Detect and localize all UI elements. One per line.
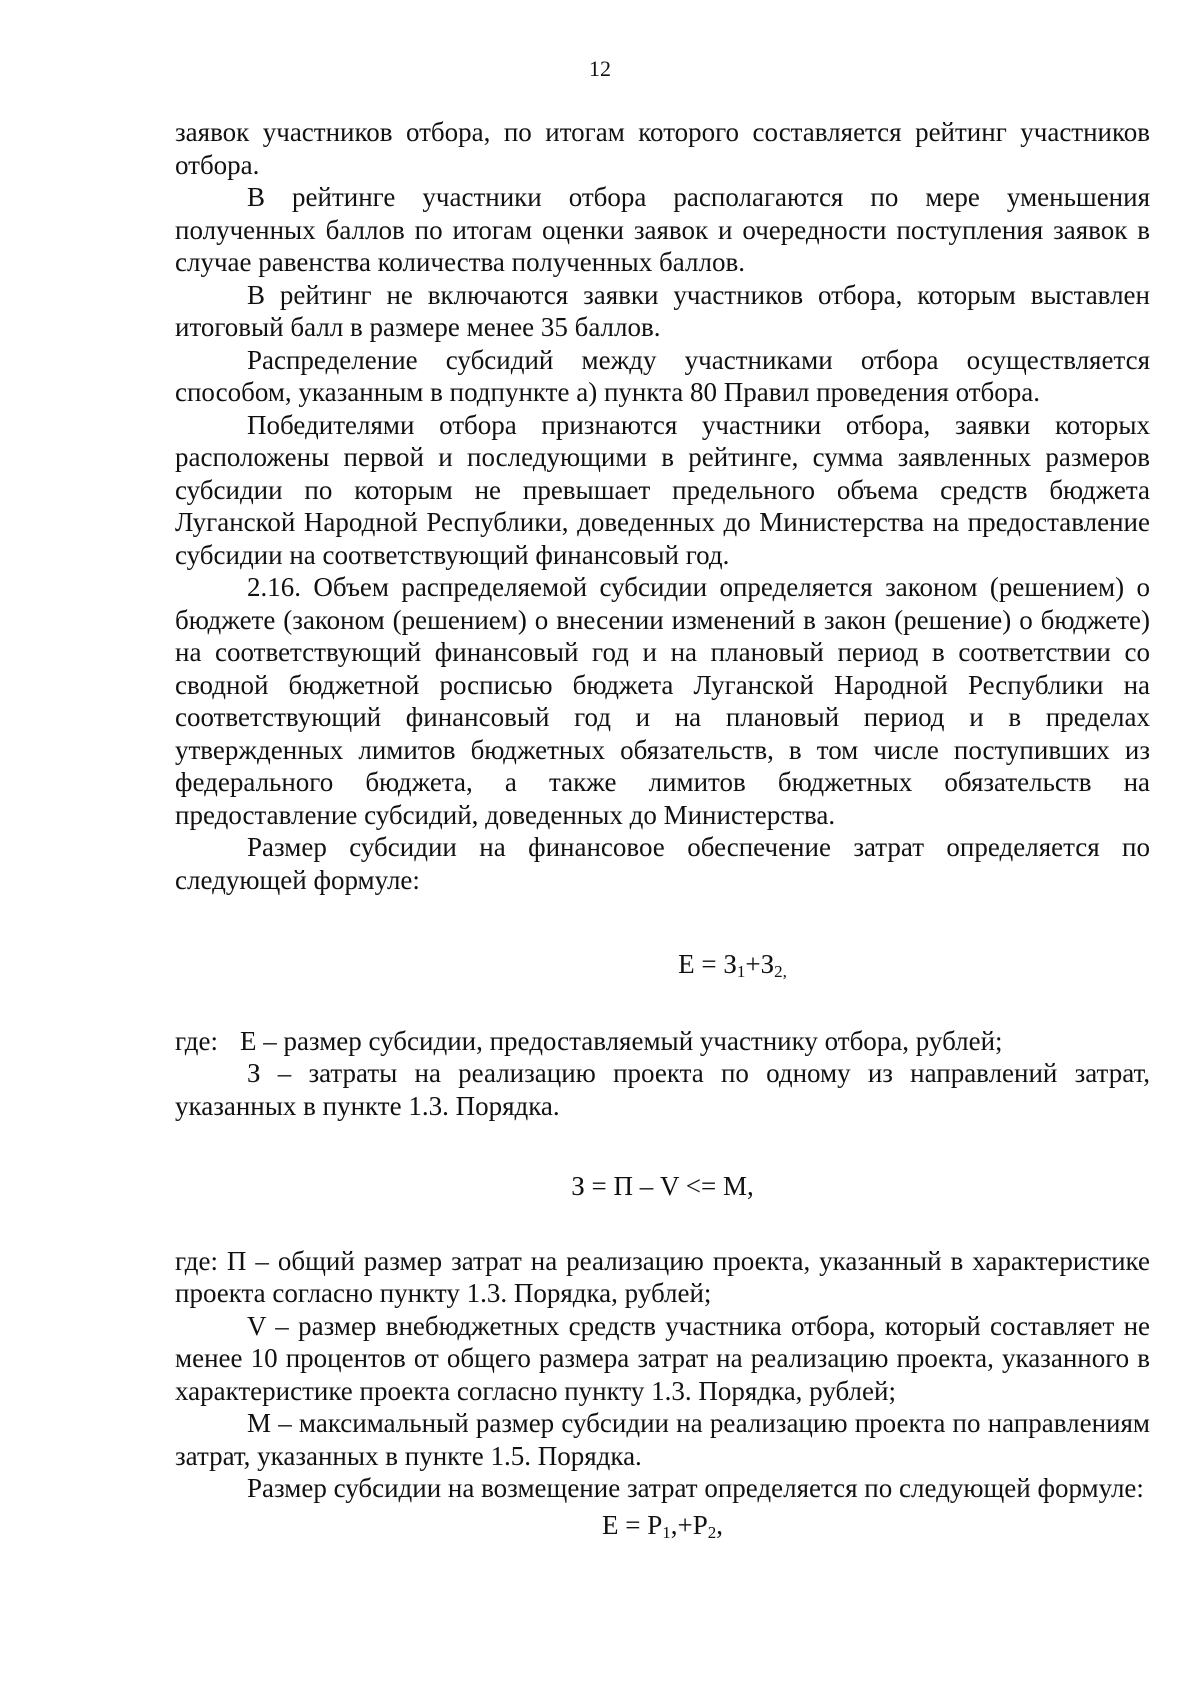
- paragraph-winners: Победителями отбора признаются участники отбора, заявки которых расположены первой и последующими в рейтинге, сумма заявленных размеров субсидии по которым не превышает предельного объема средств бюджета Луганской Народной Республики, доведенных до Министерства на предоставление субсидии на соответствующий финансовый год.: [175, 409, 1150, 570]
- paragraph-where-z: З – затраты на реализацию проекта по одному из направлений затрат, указанных в пункте 1.3. Порядка.: [175, 1058, 1150, 1121]
- where-definition: Е – размер субсидии, предоставляемый участнику отбора, рублей;: [239, 1025, 1003, 1056]
- paragraph-where-m: М – максимальный размер субсидии на реализацию проекта по направлениям затрат, указанных в пункте 1.5. Порядка.: [175, 1408, 1150, 1471]
- formula-subscript: 1: [736, 962, 746, 981]
- formula-subscript: 2,: [774, 962, 787, 981]
- paragraph-continuation: заявок участников отбора, по итогам которого составляется рейтинг участников отбора.: [175, 117, 1150, 180]
- paragraph-where-p: где: П – общий размер затрат на реализацию проекта, указанный в характеристике проекта согласно пункту 1.3. Порядка, рублей;: [175, 1245, 1150, 1308]
- page-number: 12: [589, 56, 611, 81]
- paragraph-where-e: [175, 1025, 1150, 1058]
- document-body: [175, 116, 1150, 1541]
- paragraph-distribution: Распределение субсидий между участниками отбора осуществляется способом, указанным в подпункте а) пункта 80 Правил проведения отбора.: [175, 344, 1150, 407]
- formula-part: Е = Р: [602, 1509, 663, 1540]
- paragraph-where-v: V – размер внебюджетных средств участника отбора, который составляет не менее 10 процентов от общего размера затрат на реализацию проекта, указанного в характеристике проекта согласно пункту 1.3. Порядка, рублей;: [175, 1310, 1150, 1406]
- formula-costs: З = П – V <= М,: [571, 1171, 754, 1201]
- formula-part: Е = З: [678, 949, 737, 979]
- formula-reimbursement: [175, 1509, 1150, 1542]
- paragraph-rating-order: В рейтинге участники отбора располагаются по мере уменьшения полученных баллов по итогам оценки заявок и очередности поступления заявок в случае равенства количества полученных баллов.: [175, 182, 1150, 277]
- paragraph-formula-intro-1: Размер субсидии на финансовое обеспечение затрат определяется по следующей формуле:: [175, 832, 1150, 895]
- paragraph-rating-exclusion: В рейтинг не включаются заявки участников отбора, которым выставлен итоговый балл в размере менее 35 баллов.: [175, 279, 1150, 342]
- formula-subsidy-sum: [175, 948, 1150, 981]
- formula-subscript: 2: [707, 1522, 717, 1542]
- formula-part: ,+Р: [670, 1509, 708, 1540]
- formula-part: ,: [716, 1509, 723, 1540]
- paragraph-formula-intro-2: Размер субсидии на возмещение затрат определяется по следующей формуле:: [247, 1473, 1144, 1503]
- formula-part: +З: [745, 949, 775, 979]
- paragraph-2-16: 2.16. Объем распределяемой субсидии определяется законом (решением) о бюджете (законом (решением) о внесении изменений в закон (решение) о бюджете) на соответствующий финансовый год и на плановый период в соответствии со сводной бюджетной росписью бюджета Луганской Народной Республики на соответствующий финансовый год и на плановый период и в пределах утвержденных лимитов бюджетных обязательств, в том числе поступивших из федерального бюджета, а также лимитов бюджетных обязательств на предоставление субсидий, доведенных до Министерства.: [175, 572, 1150, 830]
- formula-subscript: 1: [662, 1522, 671, 1542]
- where-label: где:: [175, 1025, 218, 1056]
